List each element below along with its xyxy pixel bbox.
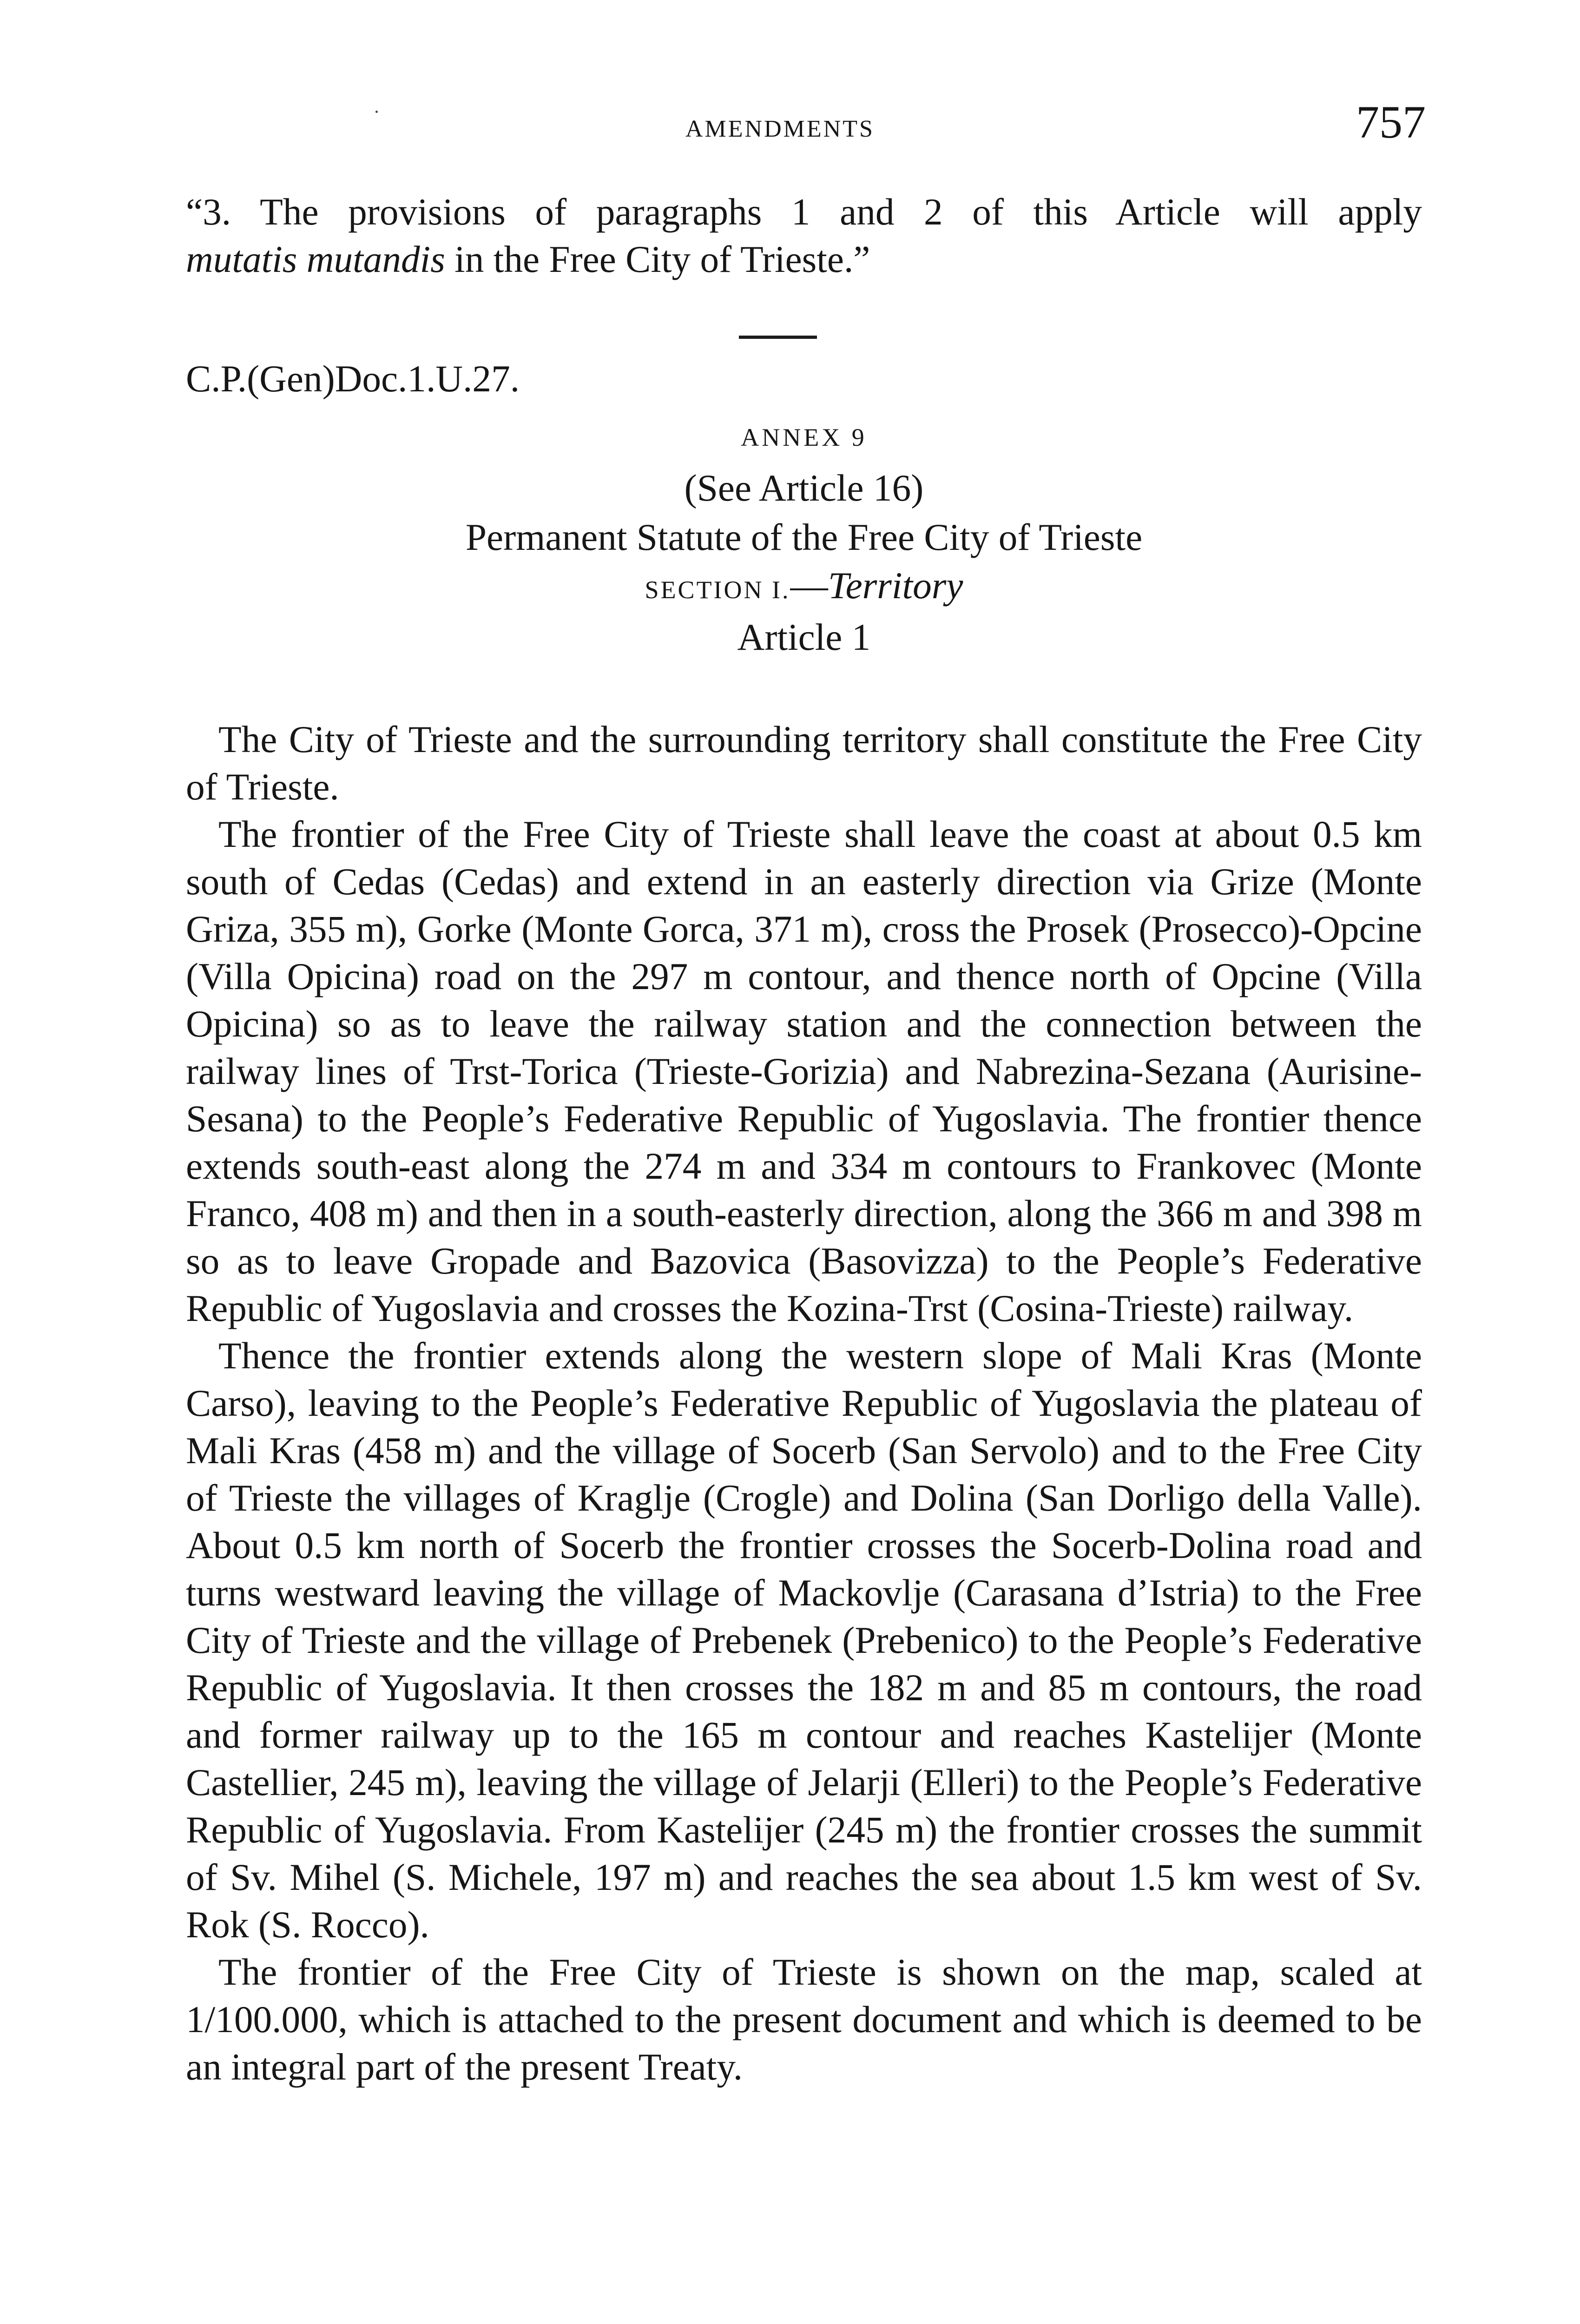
see-article-note: (See Article 16)	[684, 467, 924, 509]
quote-text-end: in the Free City of Trieste.”	[445, 238, 870, 280]
article-paragraph-2: The frontier of the Free City of Trieste shall leave the coast at about 0.5 km south of Cedas (Cedas) and extend in an easterly direction via Grize (Monte Griza, 355 m), Gorke (Monte Gorca, 371 m), cross the Prosek (Prosecco)-Opcine (Villa Opicina) road on the 297 m contour, and thence north of Opcine (Villa Opicina) so as to leave the railway station and the connection between the railway lines of Trst-Torica (Trieste-Gorizia) and Nabrezina-Sezana (Aurisine-Sesana) to the People’s Federative Republic of Yugoslavia. The frontier thence extends south-east along the 274 m and 334 m contours to Frankovec (Monte Franco, 408 m) and then in a south-easterly direction, along the 366 m and 398 m so as to leave Gropade and Bazovica (Basovizza) to the People’s Federative Republic of Yugoslavia and crosses the Kozina-Trst (Cosina-Trieste) railway.	[186, 813, 1422, 1329]
page-number: 757	[1356, 96, 1426, 148]
section-dash: —	[790, 565, 828, 607]
section-name: Territory	[828, 565, 963, 607]
quote-text: “3. The provisions of paragraphs 1 and 2 of this Article will apply	[186, 191, 1422, 233]
section-heading	[186, 562, 1422, 614]
article-paragraph-1: The City of Trieste and the surrounding territory shall constitute the Free City of Trieste.	[186, 719, 1422, 808]
running-head-title: AMENDMENTS	[685, 116, 875, 142]
article-paragraph-4: The frontier of the Free City of Trieste is shown on the map, scaled at 1/100.000, which is attached to the present document and which is deemed to be an integral part of the present Treaty.	[186, 1951, 1422, 2088]
article-paragraph-3: Thence the frontier extends along the western slope of Mali Kras (Monte Carso), leaving to the People’s Federative Republic of Yugoslavia the plateau of Mali Kras (458 m) and the village of Socerb (San Servolo) and to the Free City of Trieste the villages of Kraglje (Crogle) and Dolina (San Dorligo della Valle). About 0.5 km north of Socerb the frontier crosses the Socerb-Dolina road and turns westward leaving the village of Mackovlje (Carasana d’Istria) to the Free City of Trieste and the village of Prebenek (Prebenico) to the People’s Federative Republic of Yugoslavia. It then crosses the 182 m and 85 m contours, the road and former railway up to the 165 m contour and reaches Kastelijer (Monte Castellier, 245 m), leaving the village of Jelarji (Elleri) to the People’s Federative Republic of Yugoslavia. From Kastelijer (245 m) the frontier crosses the summit of Sv. Mihel (S. Michele, 197 m) and reaches the sea about 1.5 km west of Sv. Rok (S. Rocco).	[186, 1335, 1422, 1946]
section-divider-rule	[739, 336, 817, 339]
article-body	[186, 716, 1422, 2091]
quoted-paragraph-continued	[186, 236, 1422, 283]
annex-title: ANNEX 9	[741, 423, 867, 451]
quoted-amendment	[186, 188, 1422, 283]
document-reference: C.P.(Gen)Doc.1.U.27.	[186, 358, 520, 400]
statute-title: Permanent Statute of the Free City of Trieste	[465, 516, 1143, 558]
print-speck	[375, 111, 378, 113]
quoted-paragraph	[186, 188, 1422, 236]
section-label: SECTION I.	[645, 576, 790, 604]
annex-heading-block	[186, 416, 1422, 661]
article-heading: Article 1	[737, 616, 871, 658]
quote-italic-phrase: mutatis mutandis	[186, 238, 445, 280]
